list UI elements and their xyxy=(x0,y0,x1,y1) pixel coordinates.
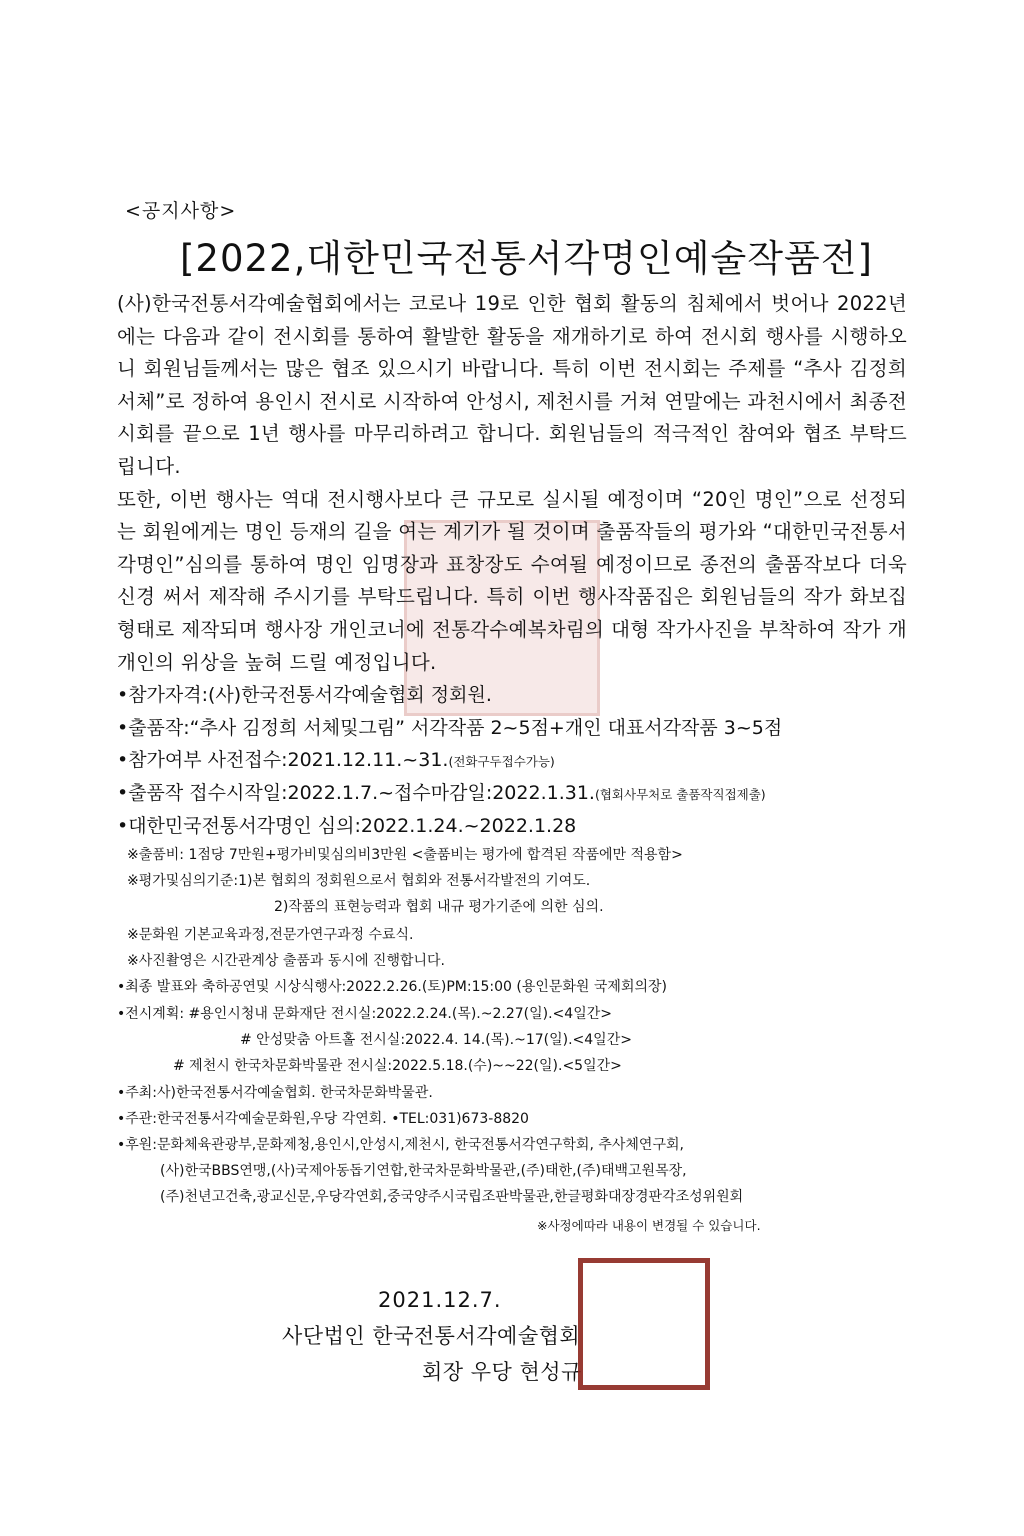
works-item: •출품작:“추사 김정희 서체및그림” 서각작품 2~5점+개인 대표서각작품 3~5점 xyxy=(117,717,783,739)
issue-date: 2021.12.7. xyxy=(378,1288,502,1312)
page-title: [2022,대한민국전통서각명인예술작품전] xyxy=(180,237,873,280)
organizer-item: •주관:한국전통서각예술문화원,우당 각연회. •TEL:031)673-8820 xyxy=(117,1111,529,1127)
sponsor-line-3: (주)천년고건축,광교신문,우당각연회,중국양주시국립조판박물관,한글평화대장경판각조성위원회 xyxy=(160,1189,744,1205)
sponsor-line-2: (사)한국BBS연맹,(사)국제아동돕기연합,한국차문화박물관,(주)태한,(주)태백고원목장, xyxy=(160,1163,687,1179)
official-seal-stamp xyxy=(578,1258,710,1390)
exhibition-plan-1: •전시계획: #용인시청내 문화재단 전시실:2022.2.24.(목).~2.27(일).<4일간> xyxy=(117,1006,612,1022)
photo-note: ※사진촬영은 시간관계상 출품과 동시에 진행합니다. xyxy=(127,953,445,969)
course-note: ※문화원 기본교육과정,전문가연구과정 수료식. xyxy=(127,927,414,943)
body-paragraph: 또한, 이번 행사는 역대 전시행사보다 큰 규모로 실시될 예정이며 “20인 명인”으로 선정되는 회원에게는 명인 등재의 길을 여는 계기가 될 것이며 출품작들의 평가와 “대한민국전통서각명인”심의를 통하여 명인 임명장과 표창장도 수여될 예정이므로 종전의 출품작보다 더욱 신경 써서 제작해 주시기를 부탁드립니다. 특히 이번 행사작품집은 회원님들의 작가 화보집 형태로 제작되며 행사장 개인코너에 전통각수예복차림의 대형 작가사진을 부착하여 작가 개개인의 위상을 높혀 드릴 예정입니다. xyxy=(117,487,907,674)
organization-name: 사단법인 한국전통서각예술협회 xyxy=(282,1324,581,1348)
fee-note: ※출품비: 1점당 7만원+평가비및심의비3만원 <출품비는 평가에 합격된 작품에만 적용함> xyxy=(127,847,683,863)
exhibition-plan-3: # 제천시 한국차문화박물관 전시실:2022.5.18.(수)~~22(일).<5일간> xyxy=(173,1058,622,1074)
ceremony-item: •최종 발표와 축하공연및 시상식행사:2022.2.26.(토)PM:15:00 (용인문화원 국제회의장) xyxy=(117,979,667,995)
host-item: •주최:사)한국전통서각예술협회. 한국차문화박물관. xyxy=(117,1085,433,1101)
president-name: 회장 우당 현성규 xyxy=(422,1360,582,1384)
preregistration-item: •참가여부 사전접수:2021.12.11.~31.(전화구두접수가능) xyxy=(117,749,555,771)
criteria-note-2: 2)작품의 표현능력과 협회 내규 평가기준에 의한 심의. xyxy=(274,899,604,915)
eligibility-item: •참가자격:(사)한국전통서각예술협회 정회원. xyxy=(117,684,492,706)
body-paragraph: (사)한국전통서각예술협회에서는 코로나 19로 인한 협회 활동의 침체에서 벗어나 2022년에는 다음과 같이 전시회를 통하여 활발한 활동을 재개하기로 하여 전시회 행사를 시행하오니 회원님들께서는 많은 협조 있으시기 바랍니다. 특히 이번 전시회는 주제를 “추사 김정희 서체”로 정하여 용인시 전시로 시작하여 안성시, 제천시를 거쳐 연말에는 과천시에서 최종전시회를 끝으로 1년 행사를 마무리하려고 합니다. 회원님들의 적극적인 참여와 협조 부탁드립니다. xyxy=(117,292,907,478)
review-item: •대한민국전통서각명인 심의:2022.1.24.~2022.1.28 xyxy=(117,815,577,837)
submission-item: •출품작 접수시작일:2022.1.7.~접수마감일:2022.1.31.(협회사무처로 출품작직접제출) xyxy=(117,782,766,804)
change-notice: ※사정에따라 내용이 변경될 수 있습니다. xyxy=(537,1218,761,1233)
notice-label: <공지사항> xyxy=(125,200,237,222)
sponsor-line-1: •후원:문화체육관광부,문화제청,용인시,안성시,제천시, 한국전통서각연구학회, 추사체연구회, xyxy=(117,1137,684,1153)
criteria-note-1: ※평가및심의기준:1)본 협회의 정회원으로서 협회와 전통서각발전의 기여도. xyxy=(127,873,591,889)
notice-body xyxy=(117,288,907,679)
exhibition-plan-2: # 안성맞춤 아트홀 전시실:2022.4. 14.(목).~17(일).<4일간> xyxy=(240,1032,632,1048)
